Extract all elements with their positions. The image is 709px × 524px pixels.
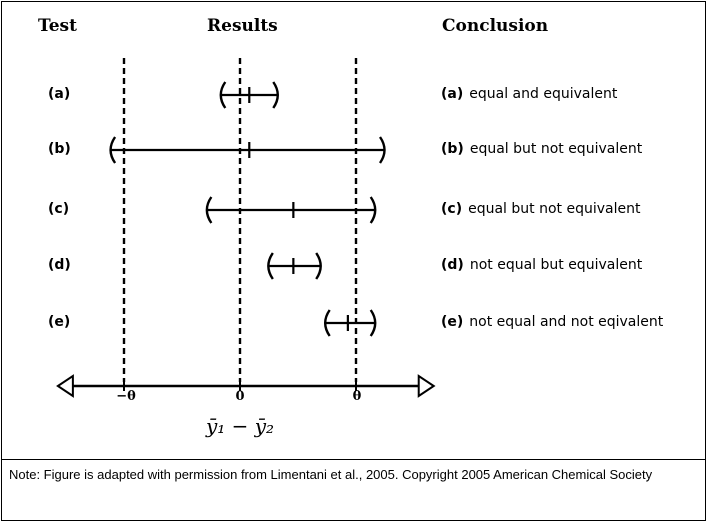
axis-arrow-left xyxy=(58,376,73,396)
header-conclusion: Conclusion xyxy=(442,16,549,36)
conclusion-text: not equal but equivalent xyxy=(469,257,643,273)
header-results: Results xyxy=(207,16,278,36)
conclusion-d xyxy=(441,257,642,273)
conclusion-a xyxy=(441,86,617,102)
test-label-b: (b) xyxy=(48,141,71,157)
tick-label-minus-theta: −θ xyxy=(116,389,136,404)
tick-label-zero: 0 xyxy=(235,389,245,404)
conclusion-e xyxy=(441,314,663,330)
conclusion-letter: (a) xyxy=(441,86,464,102)
axis-arrow-right xyxy=(419,376,434,396)
conclusion-letter: (e) xyxy=(441,314,464,330)
conclusion-letter: (d) xyxy=(441,257,464,273)
axis-title: ȳ₁ − ȳ₂ xyxy=(205,414,275,438)
test-label-a: (a) xyxy=(48,86,71,102)
conclusion-letter: (c) xyxy=(441,201,463,217)
conclusion-text: not equal and not eqivalent xyxy=(469,314,664,330)
conclusion-text: equal but not equivalent xyxy=(469,141,643,157)
tick-label-theta: θ xyxy=(352,389,362,404)
test-label-e: (e) xyxy=(48,314,71,330)
conclusion-letter: (b) xyxy=(441,141,464,157)
header-test: Test xyxy=(38,16,77,36)
conclusion-b xyxy=(441,141,642,157)
figure-note: Note: Figure is adapted with permission from Limentani et al., 2005. Copyright 2005 American Chemical Society xyxy=(9,467,653,482)
conclusion-text: equal but not equivalent xyxy=(468,201,641,217)
test-label-d: (d) xyxy=(48,257,71,273)
conclusion-text: equal and equivalent xyxy=(469,86,618,102)
test-label-c: (c) xyxy=(48,201,70,217)
conclusion-c xyxy=(441,201,640,217)
